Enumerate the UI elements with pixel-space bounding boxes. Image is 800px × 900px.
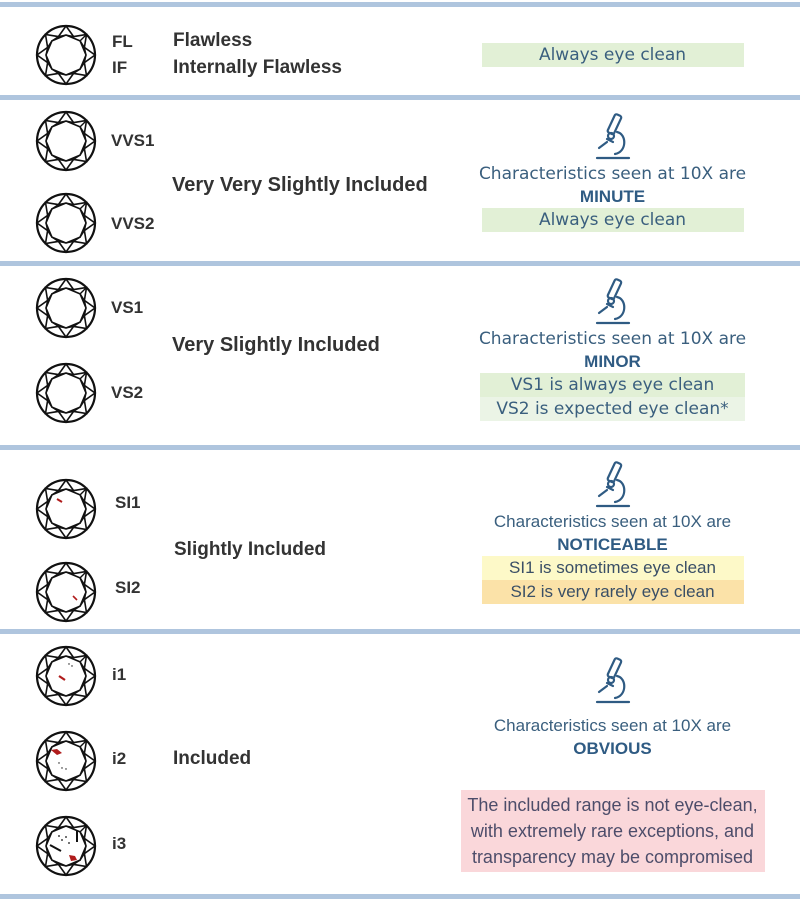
diamond-icon — [35, 645, 97, 707]
grade-name-flawless: Flawless — [173, 30, 253, 51]
microscope-icon — [591, 656, 635, 706]
divider-1 — [0, 95, 800, 100]
grade-label-i2: i2 — [112, 749, 127, 768]
divider-3 — [0, 445, 800, 450]
note-line: The included range is not eye-clean, — [467, 795, 758, 815]
divider-bottom — [0, 894, 800, 899]
grade-label-i3: i3 — [112, 834, 127, 853]
si1-eye-clean-box: SI1 is sometimes eye clean — [482, 556, 744, 580]
grade-name: Included — [173, 748, 252, 769]
description: Characteristics seen at 10X are — [493, 716, 732, 735]
diamond-icon — [35, 815, 97, 877]
divider-2 — [0, 261, 800, 266]
diamond-icon — [35, 362, 97, 424]
grade-label-vvs2: VVS2 — [111, 214, 155, 233]
diamond-icon — [35, 277, 97, 339]
level-label: OBVIOUS — [573, 739, 652, 758]
diamond-icon — [35, 730, 97, 792]
grade-name-internally-flawless: Internally Flawless — [173, 57, 342, 78]
microscope-icon — [591, 112, 635, 162]
level-label: NOTICEABLE — [557, 535, 668, 554]
diamond-icon — [35, 478, 97, 540]
grade-label-si1: SI1 — [115, 493, 141, 512]
included-note-box — [461, 790, 765, 872]
grade-label-i1: i1 — [112, 665, 127, 684]
si2-eye-clean-box: SI2 is very rarely eye clean — [482, 580, 744, 604]
description: Characteristics seen at 10X are — [478, 329, 747, 349]
vs2-eye-clean-box: VS2 is expected eye clean* — [480, 397, 745, 421]
eye-clean-box: Always eye clean — [482, 43, 744, 67]
grade-label-vs2: VS2 — [111, 383, 144, 402]
eye-clean-box: Always eye clean — [482, 208, 744, 232]
grade-name: Very Very Slightly Included — [172, 174, 428, 196]
microscope-icon — [591, 277, 635, 327]
note-line: with extremely rare exceptions, and — [470, 821, 755, 841]
diamond-icon — [35, 24, 97, 86]
grade-label-vs1: VS1 — [111, 298, 144, 317]
diamond-icon — [35, 110, 97, 172]
description: Characteristics seen at 10X are — [493, 512, 732, 531]
description: Characteristics seen at 10X are — [478, 164, 747, 184]
note-line: transparency may be compromised — [471, 847, 754, 867]
diamond-icon — [35, 561, 97, 623]
level-label: MINOR — [584, 352, 641, 371]
divider-4 — [0, 629, 800, 634]
grade-label-si2: SI2 — [115, 578, 141, 597]
grade-name: Very Slightly Included — [172, 334, 380, 356]
vs1-eye-clean-box: VS1 is always eye clean — [480, 373, 745, 397]
grade-label-if: IF — [112, 58, 128, 77]
grade-name: Slightly Included — [174, 539, 327, 560]
level-label: MINUTE — [579, 187, 646, 206]
grade-label-fl: FL — [112, 32, 133, 51]
divider-top — [0, 2, 800, 7]
microscope-icon — [591, 460, 635, 510]
diamond-icon — [35, 192, 97, 254]
grade-label-vvs1: VVS1 — [111, 131, 155, 150]
